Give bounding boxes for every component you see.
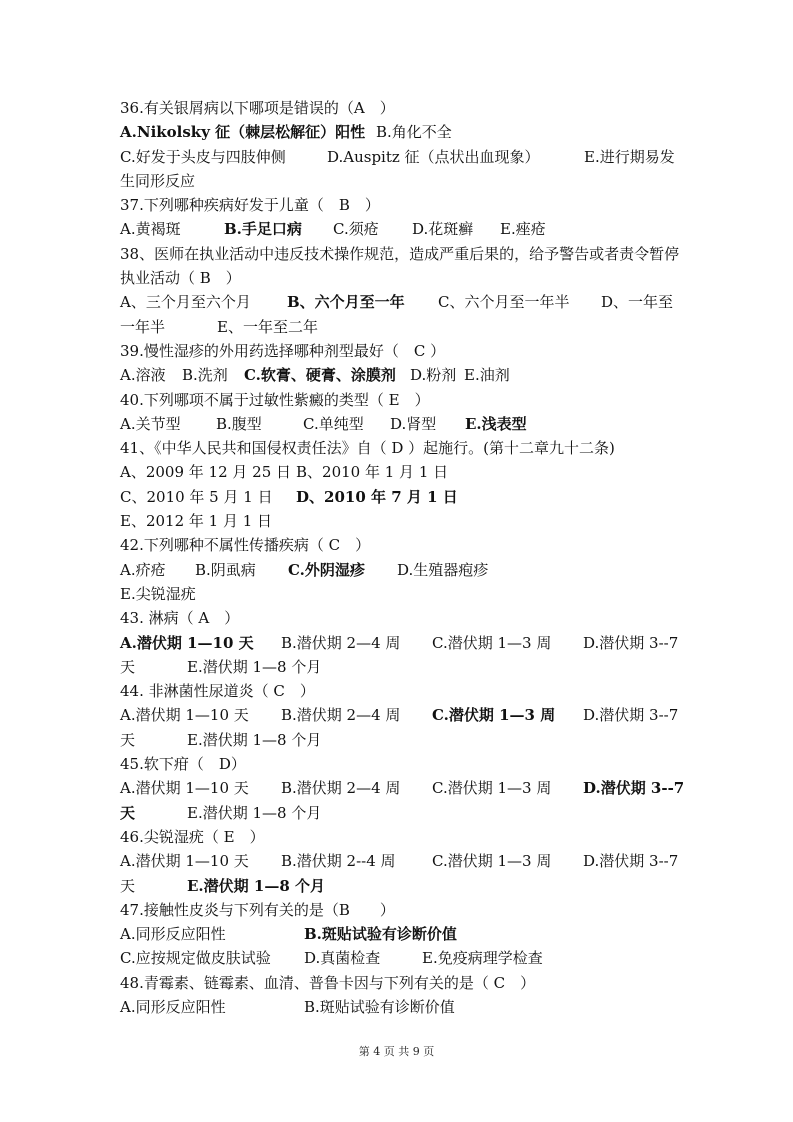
- question-41-stem: 41、《中华人民共和国侵权责任法》自（ D ）起施行。(第十二章九十二条): [120, 439, 615, 458]
- option-c: C.外阴湿疹: [288, 560, 365, 579]
- option-e: E.浅表型: [465, 414, 527, 433]
- option-c: C、2010 年 5 月 1 日: [120, 487, 273, 506]
- option-a: A.潜伏期 1—10 天: [120, 706, 249, 725]
- option-d: D.潜伏期 3--7: [583, 779, 685, 798]
- option-d-cont: 一年半: [120, 317, 166, 336]
- option-b: B.洗剂: [182, 366, 228, 385]
- question-38-stem-cont: 执业活动（ B ）: [120, 269, 241, 288]
- option-c: C、六个月至一年半: [438, 293, 570, 312]
- question-39-stem: 39.慢性湿疹的外用药选择哪种剂型最好（ C ）: [120, 341, 446, 360]
- option-a: A.疥疮: [120, 560, 166, 579]
- option-b: B、六个月至一年: [287, 293, 405, 312]
- option-e: E.尖锐湿疣: [120, 584, 196, 603]
- question-41-options-row2: [120, 485, 675, 509]
- option-b: B、2010 年 1 月 1 日: [296, 463, 449, 482]
- question-36-options-row3: 生同形反应: [120, 171, 196, 190]
- option-d: D、2010 年 7 月 1 日: [296, 487, 458, 506]
- question-38-options-row1: [120, 290, 675, 314]
- question-44-options-row1: [120, 703, 679, 727]
- question-46-options-row1: [120, 849, 679, 873]
- option-b: B.腹型: [216, 414, 262, 433]
- option-a: A.同形反应阳性: [120, 997, 226, 1016]
- question-36-options-row2: [120, 145, 675, 169]
- question-43-options-row1: [120, 631, 679, 655]
- option-e: E、一年至二年: [217, 317, 318, 336]
- question-44-stem: 44. 非淋菌性尿道炎（ C ）: [120, 682, 315, 701]
- option-b: B.潜伏期 2—4 周: [281, 706, 401, 725]
- option-d: D.花斑癣: [412, 220, 474, 239]
- option-e: E.潜伏期 1—8 个月: [187, 730, 322, 749]
- option-b: B.斑贴试验有诊断价值: [304, 997, 455, 1016]
- question-44-options-row2: [120, 728, 675, 752]
- question-42-options-row2: [120, 582, 675, 606]
- option-a: A、三个月至六个月: [120, 293, 251, 312]
- option-c: C.潜伏期 1—3 周: [432, 779, 552, 798]
- option-e: E.痤疮: [500, 220, 546, 239]
- option-a: A.潜伏期 1—10 天: [120, 633, 254, 652]
- question-38-options-row2: [120, 315, 675, 339]
- page-number-footer: 第 4 页 共 9 页: [358, 1045, 435, 1058]
- option-a: A.Nikolsky 征（棘层松解征）阳性: [120, 123, 366, 142]
- option-a: A.黄褐斑: [120, 220, 181, 239]
- question-48-options-row1: [120, 995, 675, 1019]
- option-d: D.Auspitz 征（点状出血现象）: [327, 147, 540, 166]
- option-d-cont: 天: [120, 657, 136, 676]
- option-d: D.真菌检查: [304, 949, 381, 968]
- option-d: D.潜伏期 3--7: [583, 633, 679, 652]
- question-41-options-row3: [120, 509, 675, 533]
- question-45-options-row1: [120, 776, 685, 800]
- option-e: E.潜伏期 1—8 个月: [187, 803, 322, 822]
- option-a: A.同形反应阳性: [120, 925, 226, 944]
- option-d: D.潜伏期 3--7: [583, 706, 679, 725]
- option-c: C.好发于头皮与四肢伸侧: [120, 147, 286, 166]
- question-42-stem: 42.下列哪种不属性传播疾病（ C ）: [120, 536, 371, 555]
- document-body: [120, 96, 685, 1019]
- question-45-stem: 45.软下疳（ D）: [120, 755, 246, 774]
- option-c: C.须疮: [333, 220, 379, 239]
- option-c: C.软膏、硬膏、涂膜剂: [244, 366, 396, 385]
- option-a: A.溶液: [120, 366, 166, 385]
- option-a: A、2009 年 12 月 25 日: [120, 463, 292, 482]
- option-b: B.阴虱病: [195, 560, 256, 579]
- option-a: A.潜伏期 1—10 天: [120, 779, 249, 798]
- option-a: A.潜伏期 1—10 天: [120, 852, 249, 871]
- question-40-stem: 40.下列哪项不属于过敏性紫癜的类型（ E ）: [120, 390, 430, 409]
- question-39-options: [120, 363, 675, 387]
- question-47-options-row2: [120, 946, 675, 970]
- option-e: E.潜伏期 1—8 个月: [187, 876, 325, 895]
- option-b: B.潜伏期 2—4 周: [281, 633, 401, 652]
- option-b: B.斑贴试验有诊断价值: [304, 925, 457, 944]
- question-43-stem: 43. 淋病（ A ）: [120, 609, 240, 628]
- option-b: B.潜伏期 2--4 周: [281, 852, 396, 871]
- question-40-options: [120, 412, 675, 436]
- question-46-options-row2: [120, 874, 675, 898]
- option-c: C.潜伏期 1—3 周: [432, 852, 552, 871]
- option-b: B.手足口病: [224, 220, 302, 239]
- question-47-stem: 47.接触性皮炎与下列有关的是（B ）: [120, 900, 395, 919]
- option-d-cont: 天: [120, 876, 136, 895]
- option-c: C.应按规定做皮肤试验: [120, 949, 271, 968]
- question-43-options-row2: [120, 655, 675, 679]
- option-b: B.角化不全: [376, 123, 452, 142]
- question-36-options-row1: [120, 120, 675, 144]
- option-d: D.粉剂: [410, 366, 457, 385]
- option-d: D.潜伏期 3--7: [583, 852, 679, 871]
- question-37-options: [120, 217, 675, 241]
- option-e: E.免疫病理学检查: [422, 949, 543, 968]
- option-d: D.肾型: [390, 414, 437, 433]
- question-36-stem: 36.有关银屑病以下哪项是错误的（A ）: [120, 99, 395, 117]
- option-e: E.进行期易发: [584, 147, 675, 166]
- option-c: C.单纯型: [303, 414, 364, 433]
- option-c: C.潜伏期 1—3 周: [432, 706, 556, 725]
- question-41-options-row1: [120, 460, 675, 484]
- option-a: A.关节型: [120, 414, 181, 433]
- option-d: D、一年至: [601, 293, 674, 312]
- option-e: E.油剂: [464, 366, 510, 385]
- option-d-cont: 天: [120, 803, 136, 822]
- question-48-stem: 48.青霉素、链霉素、血清、普鲁卡因与下列有关的是（ C ）: [120, 973, 536, 992]
- question-47-options-row1: [120, 922, 675, 946]
- option-e: E.潜伏期 1—8 个月: [187, 657, 322, 676]
- question-37-stem: 37.下列哪种疾病好发于儿童（ B ）: [120, 196, 380, 215]
- option-e: E、2012 年 1 月 1 日: [120, 512, 273, 531]
- option-c: C.潜伏期 1—3 周: [432, 633, 552, 652]
- question-42-options-row1: [120, 558, 675, 582]
- question-46-stem: 46.尖锐湿疣（ E ）: [120, 827, 265, 846]
- question-45-options-row2: [120, 801, 675, 825]
- option-b: B.潜伏期 2—4 周: [281, 779, 401, 798]
- question-38-stem: 38、医师在执业活动中违反技术操作规范，造成严重后果的，给予警告或者责令暂停: [120, 244, 680, 263]
- option-d: D.生殖器疱疹: [397, 560, 489, 579]
- option-d-cont: 天: [120, 730, 136, 749]
